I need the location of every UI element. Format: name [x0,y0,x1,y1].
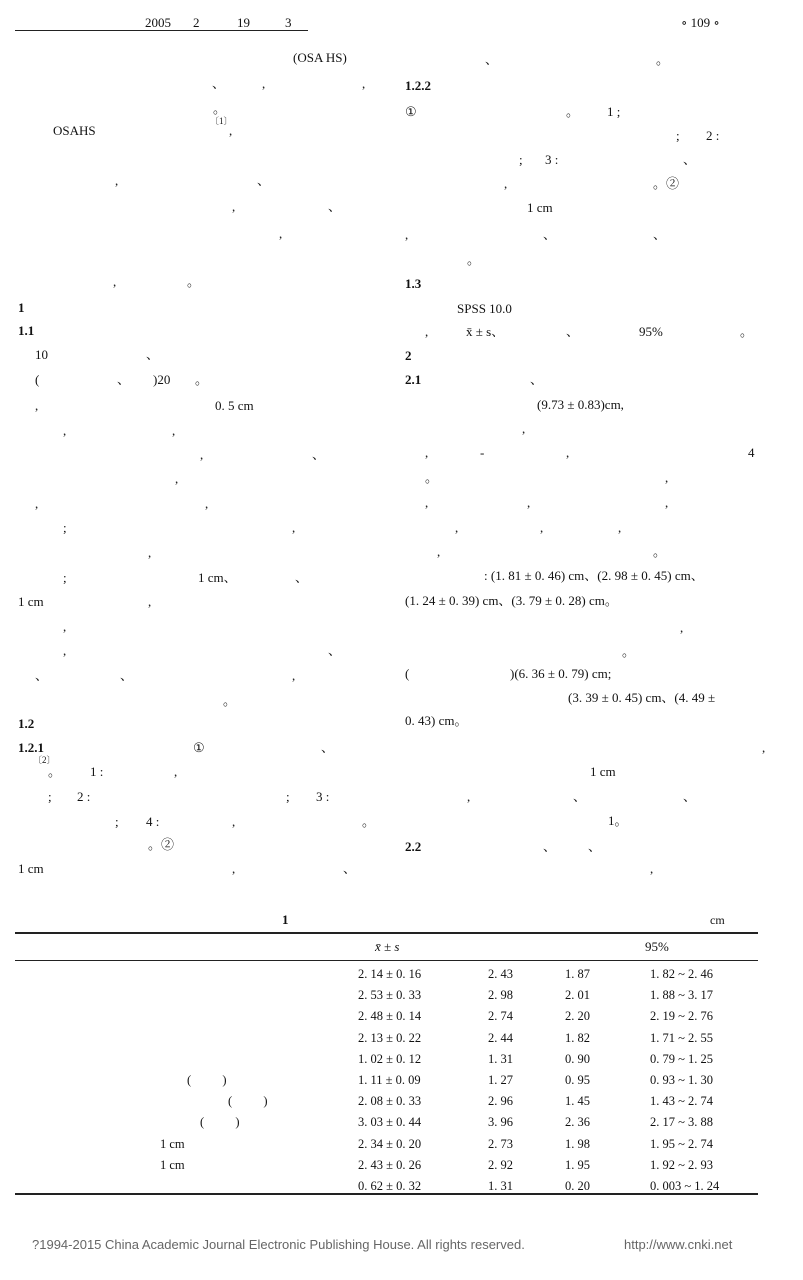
body-text-fragment: 95% [639,324,663,339]
body-text-fragment: , [425,495,429,510]
body-text-fragment: 3 : [316,789,330,804]
body-text-fragment: 、 [683,152,697,167]
body-text-fragment: 、 [573,789,587,804]
table-unit: cm [710,913,725,927]
body-text-fragment: , [35,398,39,413]
body-text-fragment: , [425,445,429,460]
body-text-fragment: 0. 43) cm。 [405,713,468,728]
body-text-fragment: 1 cm [527,200,553,215]
body-text-fragment: 。 [195,372,209,387]
table-cell-min: 1. 98 [565,1136,590,1151]
body-text-fragment: , [148,594,152,609]
page-number: ∘ 109 ∘ [681,15,720,30]
table-cell-max: 1. 27 [488,1073,513,1087]
body-text-fragment: 1 ; [607,104,621,119]
body-text-fragment: 。 [223,693,237,708]
body-text-fragment: , [63,643,67,658]
body-text-fragment: 、 [117,372,131,387]
body-text-fragment: , [504,176,508,191]
table-cell-max: 2. 74 [488,1009,513,1024]
body-text-fragment: 4 : [146,814,160,829]
table-cell-ci: 1. 95 ~ 2. 74 [650,1136,714,1151]
table-cell-ci: 1. 43 ~ 2. 74 [650,1094,714,1109]
body-text-fragment: 、 [543,227,557,242]
table-cell-min: 2. 36 [565,1115,590,1130]
body-text-fragment: 、 [212,76,226,91]
body-text-fragment: 1 cm [18,594,44,609]
body-text-fragment: 1 : [90,764,104,779]
body-text-fragment: 。 [566,104,580,119]
body-text-fragment: 2 : [77,789,91,804]
body-text-fragment: 、 [653,227,667,242]
body-text-fragment: - [480,445,485,460]
body-text-fragment: , [762,740,766,755]
table-cell-min: 0. 20 [565,1179,590,1193]
table-cell-mean-sd: 1. 11 ± 0. 09 [358,1073,421,1087]
body-text-fragment: , [455,520,459,535]
body-text-fragment: , [262,76,266,91]
table-cell-min: 0. 90 [565,1051,590,1066]
table-cell-max: 2. 43 [488,967,513,981]
table-cell-mean-sd: 2. 14 ± 0. 16 [358,967,422,981]
body-text-fragment: ; [676,128,680,143]
body-text-fragment: 4 [748,445,755,460]
footer-copyright: ?1994-2015 China Academic Journal Electronic Publishing House. All rights reserved. [32,1237,525,1252]
body-text-fragment: , [527,495,531,510]
table-cell-max: 2. 73 [488,1136,513,1151]
body-text-fragment: 。 [425,470,439,485]
table-cell-mean-sd: 0. 62 ± 0. 32 [358,1179,422,1193]
table-cell-ci: 0. 79 ~ 1. 25 [650,1051,714,1066]
body-text-fragment: 、 [530,372,544,387]
body-text-fragment: 10 [35,347,48,362]
body-text-fragment: 0. 5 cm [215,398,254,413]
section-heading: 1 [18,300,25,315]
body-text-fragment: 。 [656,52,670,67]
body-text-fragment: 、 [543,839,557,854]
body-text-fragment: 。② [148,837,175,852]
table-cell-mean-sd: 3. 03 ± 0. 44 [358,1115,422,1130]
body-text-fragment: 。 [48,764,62,779]
table-cell-min: 2. 01 [565,988,590,1003]
body-text-fragment: ( [405,666,410,681]
body-text-fragment: 、 [312,447,326,462]
body-text-fragment: , [467,789,471,804]
table-cell-mean-sd: 1. 02 ± 0. 12 [358,1051,422,1066]
body-text-fragment: , [174,764,178,779]
body-text-fragment: , [437,544,441,559]
table-cell-label: ( ) [187,1073,227,1087]
body-text-fragment: 、 [588,839,602,854]
body-text-fragment: 、 [120,668,134,683]
body-text-fragment: 。 [213,101,227,116]
body-text-fragment: , [63,423,67,438]
body-text-fragment: , [35,496,39,511]
table-cell-mean-sd: 2. 13 ± 0. 22 [358,1030,422,1045]
body-text-fragment: 3 : [545,152,559,167]
section-heading: 1.2 [18,716,35,731]
body-text-fragment: , [232,199,236,214]
body-text-fragment: , [279,226,283,241]
body-text-fragment: 。 [187,274,201,289]
body-text-fragment: , [680,620,684,635]
body-text-fragment: , [522,421,526,436]
body-text-fragment: 、 [485,52,499,67]
body-text-fragment: 。 [653,544,667,559]
body-text-fragment: 、 [295,570,309,585]
body-text-fragment: 2.1 [405,372,422,387]
table-cell-ci: 0. 003 ~ 1. 24 [650,1179,720,1193]
body-text-fragment: (1. 24 ± 0. 39) cm、(3. 79 ± 0. 28) cm。 [405,593,618,608]
body-text-fragment: 1.3 [405,276,422,291]
body-text-fragment: , [200,447,204,462]
body-text-fragment: OSAHS [53,123,96,138]
body-text-fragment: (3. 39 ± 0. 45) cm、(4. 49 ± [568,690,716,705]
body-text-fragment: 、 [328,643,342,658]
body-text-fragment: , [618,520,622,535]
body-text-fragment: , [63,619,67,634]
table-cell-ci: 1. 88 ~ 3. 17 [650,988,714,1003]
header-month: 2 [193,15,200,30]
header-rule [15,30,308,31]
body-text-fragment: ; [63,570,67,585]
table-bottom-rule [15,1193,758,1195]
table-top-rule [15,932,758,934]
body-text-fragment: 1。 [608,813,628,828]
body-text-fragment: ; [519,152,523,167]
body-text-fragment: 、 [35,668,49,683]
table-cell-max: 2. 96 [488,1094,513,1109]
table-cell-label: ( ) [228,1094,268,1109]
body-text-fragment: , [665,470,669,485]
body-text-fragment: 、 [343,861,357,876]
body-text-fragment: ① [193,740,205,755]
body-text-fragment: , [205,496,209,511]
body-text-fragment: , [405,227,409,242]
body-text-fragment: (9.73 ± 0.83)cm, [537,397,624,412]
body-text-fragment: ; [115,814,119,829]
body-text-fragment: 2 : [706,128,720,143]
table-cell-min: 2. 20 [565,1009,590,1024]
body-text-fragment: 、 [328,199,342,214]
table-cell-ci: 1. 71 ~ 2. 55 [650,1030,714,1045]
table-header-rule [15,960,758,961]
header-year: 2005 [145,15,171,30]
body-text-fragment: 〔2〕 [33,755,56,765]
body-text-fragment: x̄ ± s、 [466,324,505,339]
body-text-fragment: )(6. 36 ± 0. 79) cm; [510,666,612,681]
table-number: 1 [282,912,289,927]
body-text-fragment: 。 [467,252,481,267]
table-cell-mean-sd: 2. 34 ± 0. 20 [358,1136,422,1151]
footer-url: http://www.cnki.net [624,1237,733,1252]
body-text-fragment: 。 [622,644,636,659]
body-text-fragment: , [566,445,570,460]
body-text-fragment: , [292,520,296,535]
body-text-fragment: 2.2 [405,839,422,854]
body-text-fragment: 1 cm [18,861,44,876]
table-cell-min: 0. 95 [565,1073,590,1087]
body-text-fragment: 、 [566,324,580,339]
body-text-fragment: 1.2.2 [405,78,431,93]
table-cell-min: 1. 95 [565,1157,590,1172]
body-text-fragment: 、 [683,789,697,804]
body-text-fragment: , [540,520,544,535]
body-text-fragment: 。② [653,176,680,191]
table-cell-min: 1. 82 [565,1030,590,1045]
body-text-fragment: ; [286,789,290,804]
table-cell-ci: 1. 82 ~ 2. 46 [650,967,714,981]
body-text-fragment: ( [35,372,40,387]
body-text-fragment: , [148,545,152,560]
table-cell-mean-sd: 2. 48 ± 0. 14 [358,1009,422,1024]
table-cell-label: ( ) [200,1115,240,1130]
table-cell-max: 3. 96 [488,1115,513,1130]
body-text-fragment: , [292,668,296,683]
body-text-fragment: , [172,423,176,438]
body-text-fragment: , [425,324,429,339]
body-text-fragment: SPSS 10.0 [457,301,512,316]
body-text-fragment: 2 [405,348,412,363]
section-heading: 1.2.1 [18,740,44,755]
body-text-fragment: ; [48,789,52,804]
table-cell-label: 1 cm [160,1157,185,1172]
body-text-fragment: 1 cm [590,764,616,779]
body-text-fragment: )20 [153,372,171,387]
table-cell-ci: 2. 19 ~ 2. 76 [650,1009,714,1024]
table-cell-max: 2. 44 [488,1030,513,1045]
body-text-fragment: , [175,471,179,486]
body-text-fragment: , [113,274,117,289]
body-text-fragment: , [362,76,366,91]
body-text-fragment: 。 [362,814,376,829]
body-text-fragment: , [229,123,233,138]
table-cell-max: 2. 92 [488,1157,513,1172]
body-text-fragment: ; [63,520,67,535]
table-cell-min: 1. 87 [565,967,590,981]
table-cell-mean-sd: 2. 08 ± 0. 33 [358,1094,422,1109]
body-text-fragment: , [232,861,236,876]
table-cell-mean-sd: 2. 53 ± 0. 33 [358,988,422,1003]
table-cell-max: 1. 31 [488,1051,513,1066]
body-text-fragment: 、 [146,347,160,362]
body-text-fragment: , [665,495,669,510]
table-cell-max: 2. 98 [488,988,513,1003]
body-text-fragment: 1 cm、 [198,570,237,585]
body-text-fragment: 。 [740,324,754,339]
body-text-fragment: : (1. 81 ± 0. 46) cm、(2. 98 ± 0. 45) cm、 [484,568,704,583]
table-header-mean: x̄ ± s [375,939,400,954]
body-text-fragment: (OSA HS) [293,50,347,65]
body-text-fragment: 〔1〕 [210,116,233,126]
header-volume: 19 [237,15,250,30]
body-text-fragment: ① [405,104,417,119]
table-cell-min: 1. 45 [565,1094,590,1109]
table-header-ci: 95% [645,939,669,954]
table-cell-label: 1 cm [160,1136,185,1151]
table-cell-ci: 0. 93 ~ 1. 30 [650,1073,714,1087]
table-cell-ci: 1. 92 ~ 2. 93 [650,1157,714,1172]
table-cell-ci: 2. 17 ~ 3. 88 [650,1115,714,1130]
section-heading: 1.1 [18,323,35,338]
table-cell-max: 1. 31 [488,1179,513,1193]
table-cell-mean-sd: 2. 43 ± 0. 26 [358,1157,422,1172]
body-text-fragment: , [115,173,119,188]
body-text-fragment: , [650,861,654,876]
body-text-fragment: 、 [257,173,271,188]
body-text-fragment: 、 [321,740,335,755]
body-text-fragment: , [232,814,236,829]
header-issue: 3 [285,15,292,30]
